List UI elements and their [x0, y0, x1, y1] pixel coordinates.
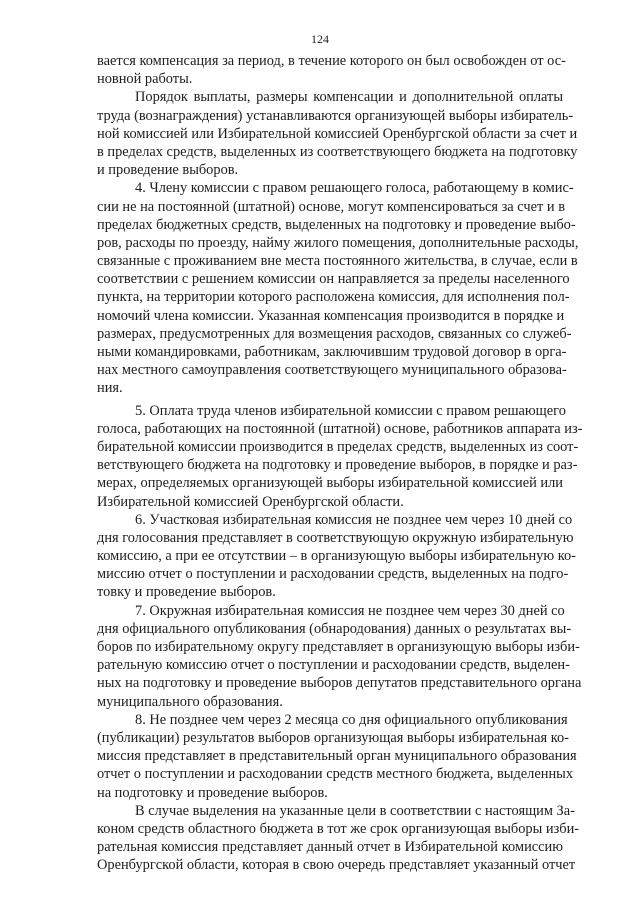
text-line: сии не на постоянной (штатной) основе, могут компенсироваться за счет и в [97, 198, 565, 215]
text-line: размерах, предусмотренных для возмещения расходов, связанных со служеб- [97, 325, 572, 342]
text-line: 7. Окружная избирательная комиссия не позднее чем через 30 дней со [135, 602, 565, 619]
paragraph-regional-budget [97, 802, 580, 875]
page-number: 124 [311, 32, 329, 46]
paragraph-item-8 [97, 711, 577, 802]
text-line: ных на подготовку и проведение выборов депутатов представительного органа [97, 675, 582, 692]
paragraph-payment-order [97, 88, 578, 179]
text-line: соответствии с решением комиссии он направляется за пределы населенного [97, 271, 570, 288]
text-line: муниципального образования. [97, 693, 283, 710]
text-line: 8. Не позднее чем через 2 месяца со дня официального опубликования [135, 711, 568, 728]
paragraph-item-5 [97, 402, 583, 511]
text-line: дня официального опубликования (обнародования) данных о результатах вы- [97, 620, 572, 637]
text-line: ров, расходы по проезду, найму жилого помещения, дополнительные расходы, [97, 234, 579, 251]
text-line: рательную комиссию отчет о поступлении и расходовании средств, выделен- [97, 657, 570, 674]
paragraph-item-4 [97, 179, 579, 397]
paragraph-item-6 [97, 511, 576, 602]
text-line: новной работы. [97, 71, 193, 88]
text-line: 4. Члену комиссии с правом решающего голоса, работающему в комис- [135, 180, 574, 197]
text-line: в пределах средств, выделенных из соответствующего бюджета на подготовку [97, 143, 578, 160]
paragraph-item-7 [97, 602, 582, 711]
text-line: пункта, на территории которого расположена комиссия, для исполнения пол- [97, 289, 570, 306]
text-line: бирательной комиссии производится в пределах средств, выделенных из соот- [97, 438, 579, 455]
text-line: В случае выделения на указанные цели в соответствии с настоящим За- [135, 802, 575, 819]
text-line: дня голосования представляет в соответствующую окружную избирательную [97, 529, 574, 546]
text-line: боров по избирательному округу представляет в организующую выборы изби- [97, 639, 580, 655]
text-line: рательная комиссия представляет данный отчет в Избирательной комиссию [97, 839, 563, 856]
text-line: ной комиссией или Избирательной комиссией Оренбургской области за счет и [97, 125, 578, 142]
paragraph-continuation [97, 52, 566, 88]
text-line: комиссию, а при ее отсутствии – в организующую выборы избирательную ко- [97, 548, 576, 565]
text-line: Порядок выплаты, размеры компенсации и дополнительной оплаты [135, 89, 563, 106]
text-line: (публикации) результатов выборов организующая выборы избирательная ко- [97, 729, 569, 746]
text-line: отчет о поступлении и расходовании средств местного бюджета, выделенных [97, 766, 574, 783]
text-line: номочий члена комиссии. Указанная компенсация производится в порядке и [97, 307, 565, 324]
text-line: Оренбургской области, которая в свою очередь представляет указанный отчет [97, 857, 576, 874]
text-line: и проведение выборов. [97, 162, 239, 179]
text-line: коном средств областного бюджета в тот же срок организующая выборы изби- [97, 820, 580, 837]
text-line: голоса, работающих на постоянной (штатной) основе, работников аппарата из- [97, 420, 583, 437]
text-line: на подготовку и проведение выборов. [97, 784, 328, 801]
text-line: 6. Участковая избирательная комиссия не позднее чем через 10 дней со [135, 511, 573, 528]
text-line: товку и проведение выборов. [97, 584, 276, 601]
text-line: Избирательной комиссией Оренбургской области. [97, 493, 404, 510]
text-line: миссию отчет о поступлении и расходовании средств, выделенных на подго- [97, 566, 569, 583]
text-line: труда (вознаграждения) устанавливаются организующей выборы избиратель- [97, 107, 574, 124]
text-line: ветствующего бюджета на подготовку и проведение выборов, в порядке и раз- [97, 457, 578, 474]
text-line: 5. Оплата труда членов избирательной комиссии с правом решающего [135, 402, 566, 419]
text-line: миссия представляет в представительный орган муниципального образования [97, 748, 577, 765]
text-line: пределах бюджетных средств, выделенных на подготовку и проведение выбо- [97, 216, 576, 233]
text-line: мерах, определяемых организующей выборы избирательной комиссией или [97, 475, 563, 492]
body-text [97, 52, 583, 874]
text-line: связанные с проживанием вне места постоянного жительства, в случае, если в [97, 253, 578, 270]
text-line: вается компенсация за период, в течение которого он был освобожден от ос- [97, 53, 566, 69]
text-line: ными командировками, работникам, заключившим трудовой договор в орга- [97, 344, 567, 360]
text-line: ния. [97, 380, 123, 397]
text-line: нах местного самоуправления соответствующего муниципального образова- [97, 362, 567, 379]
